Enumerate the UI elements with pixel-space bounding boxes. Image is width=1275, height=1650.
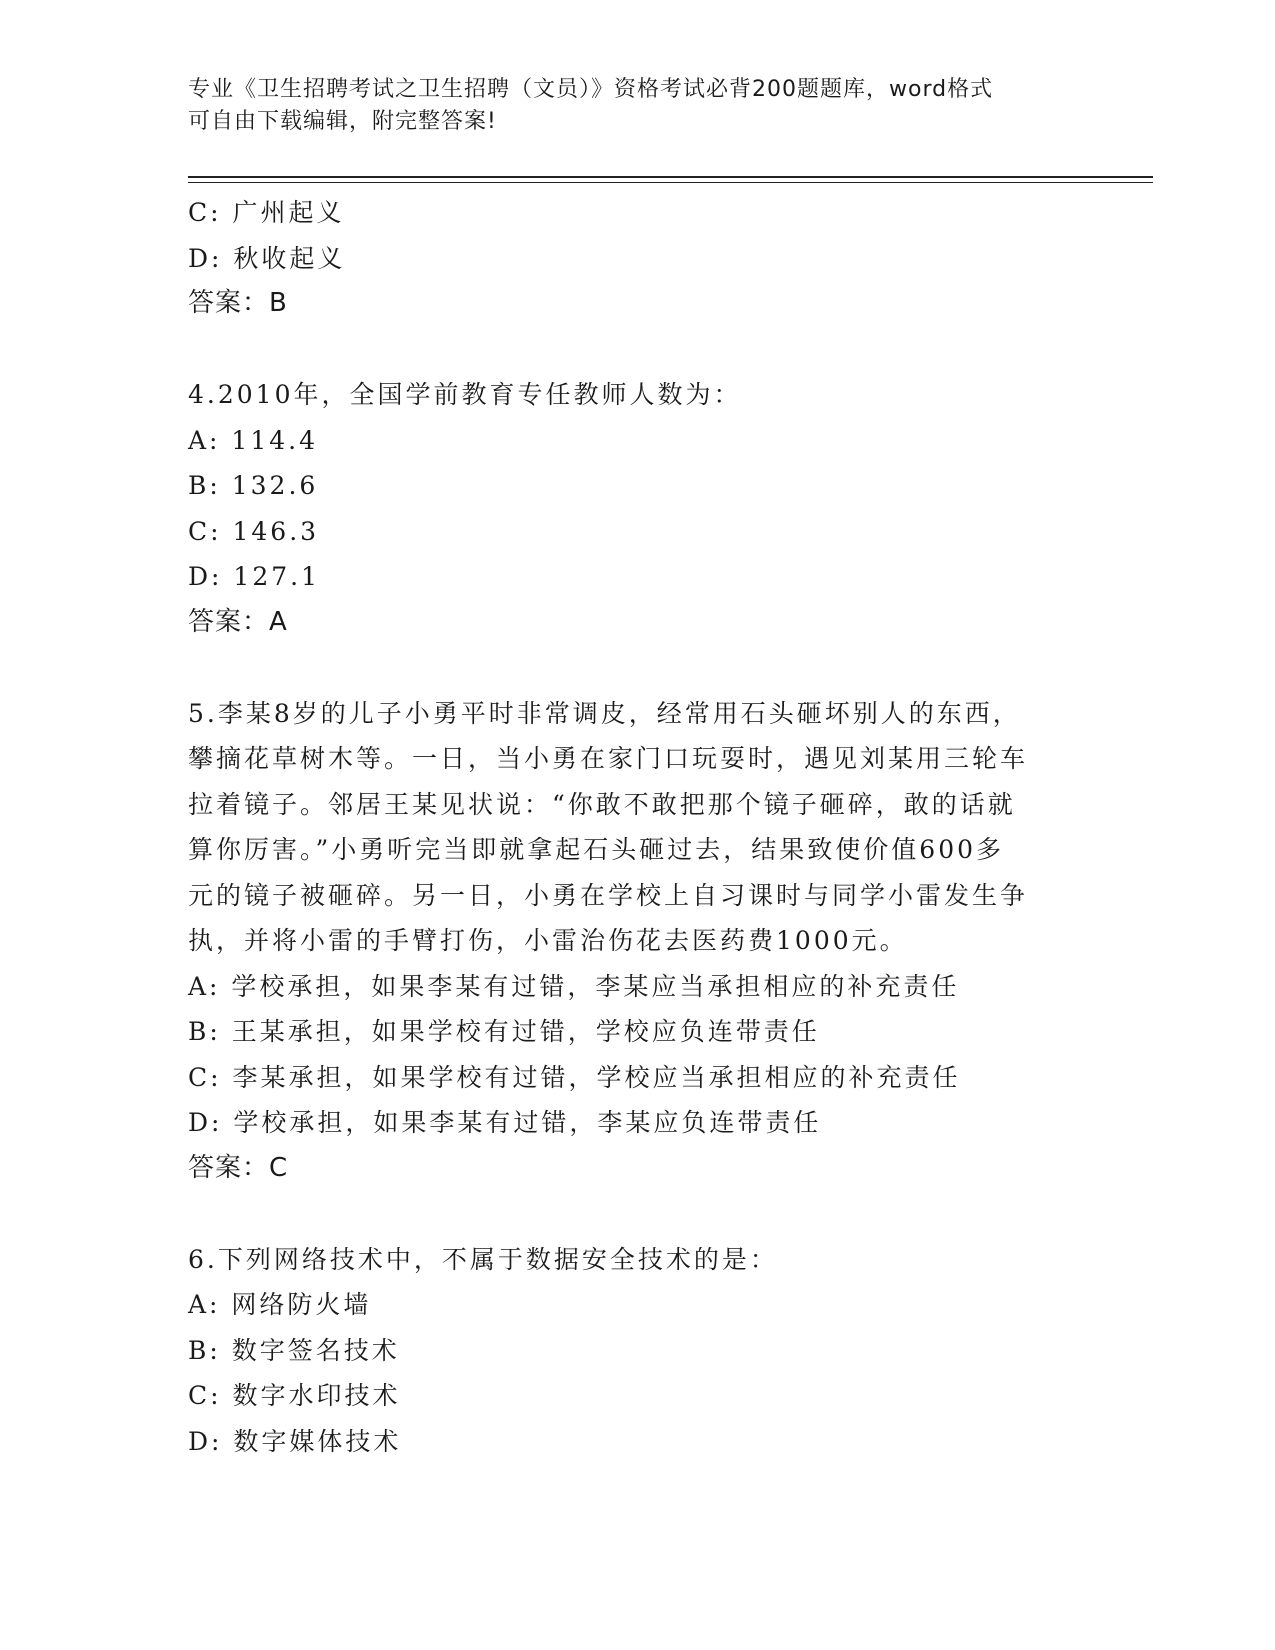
option-a: A: 网络防火墙 (188, 1290, 372, 1319)
answer-line: 答案：A (188, 606, 288, 637)
option-b: B: 132.6 (188, 471, 319, 500)
option-c: C: 146.3 (188, 516, 320, 546)
question-4 (188, 372, 1088, 645)
header-line-2: 可自由下载编辑，附完整答案! (188, 109, 497, 134)
option-d: D: 秋收起义 (188, 243, 346, 273)
answer-line: 答案：C (188, 1152, 289, 1183)
question-stem-line: 元的镜子被砸碎。另一日，小勇在学校上自习课时与同学小雷发生争 (188, 880, 1029, 910)
answer-line: 答案：B (188, 288, 288, 318)
option-b: B: 数字签名技术 (188, 1335, 400, 1365)
question-gap (188, 1191, 1088, 1237)
document-body (188, 190, 1088, 1464)
question-stem-line: 执，并将小雷的手臂打伤，小雷治伤花去医药费1000元。 (188, 926, 908, 955)
option-b: B: 王某承担，如果学校有过错，学校应负连带责任 (188, 1017, 820, 1046)
question-stem-line: 攀摘花草树木等。一日，当小勇在家门口玩耍时，遇见刘某用三轮车 (188, 744, 1029, 773)
question-stem: 4.2010年，全国学前教育专任教师人数为： (188, 380, 742, 409)
option-a: A: 114.4 (188, 425, 318, 455)
option-c: C: 广州起义 (188, 198, 345, 227)
document-header (188, 74, 1068, 138)
question-gap (188, 645, 1088, 691)
option-d: D: 数字媒体技术 (188, 1426, 402, 1456)
option-d: D: 127.1 (188, 562, 320, 591)
header-rule-thin (188, 182, 1153, 183)
header-line-1: 专业《卫生招聘考试之卫生招聘（文员）》资格考试必背200题题库，word格式 (188, 77, 994, 102)
option-c: C: 数字水印技术 (188, 1381, 401, 1410)
question-3-tail (188, 190, 1088, 327)
option-c: C: 李某承担，如果学校有过错，学校应当承担相应的补充责任 (188, 1062, 961, 1092)
question-6 (188, 1237, 1088, 1465)
option-d: D: 学校承担，如果李某有过错，李某应负连带责任 (188, 1108, 822, 1137)
option-a: A: 学校承担，如果李某有过错，李某应当承担相应的补充责任 (188, 971, 960, 1001)
question-5 (188, 691, 1088, 1192)
header-rule-thick (188, 176, 1153, 178)
question-gap (188, 327, 1088, 373)
question-stem-line: 算你厉害。”小勇听完当即就拿起石头砸过去，结果致使价值600多 (188, 835, 1005, 864)
question-stem: 6.下列网络技术中，不属于数据安全技术的是： (188, 1244, 778, 1274)
question-stem-line: 5.李某8岁的儿子小勇平时非常调皮，经常用石头砸坏别人的东西， (188, 698, 1021, 728)
question-stem-line: 拉着镜子。邻居王某见状说：“你敢不敢把那个镜子砸碎，敢的话就 (188, 789, 1016, 819)
